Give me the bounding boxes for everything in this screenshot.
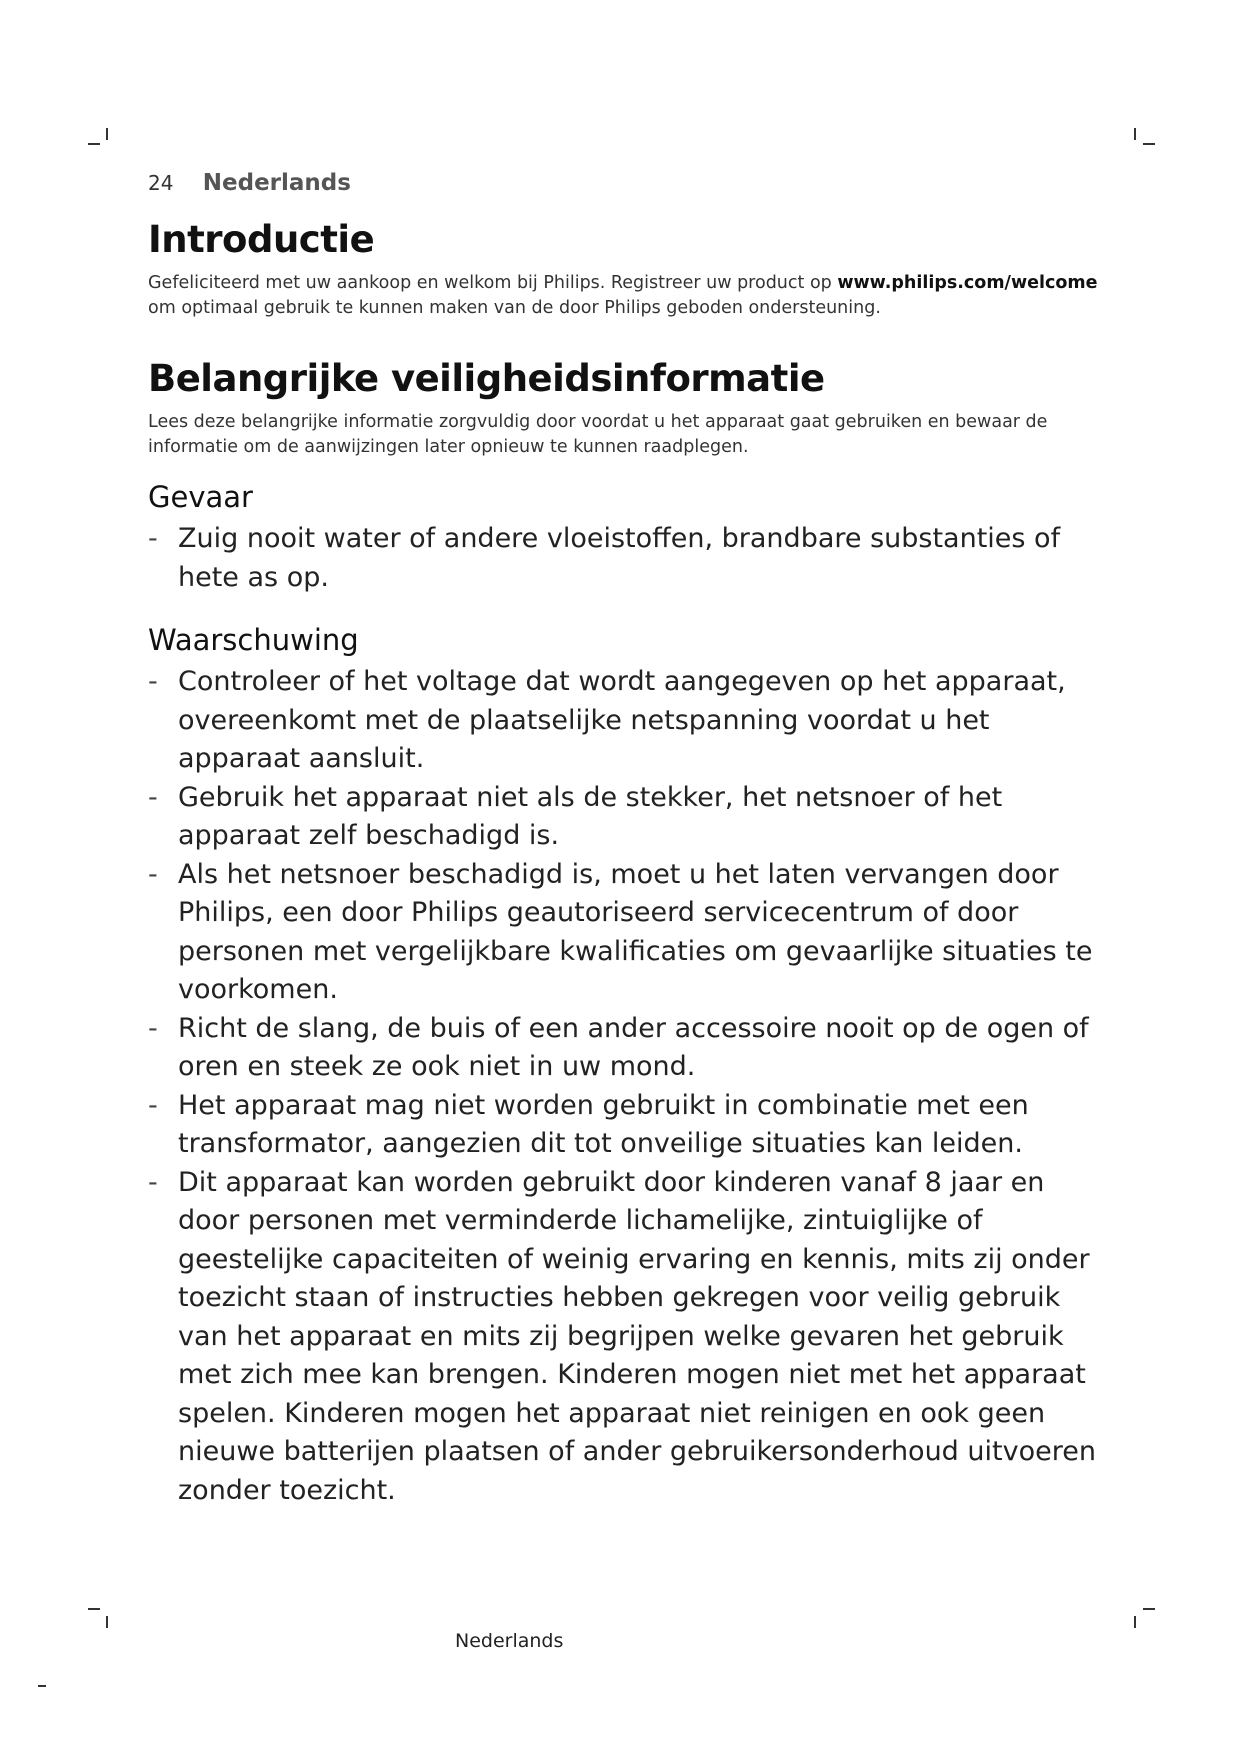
bullet: - (148, 523, 158, 554)
intro-text (148, 271, 1108, 321)
crop-mark (1134, 1616, 1136, 1628)
page-footer: Nederlands (455, 1630, 564, 1652)
bullet: - (148, 1012, 158, 1044)
list-item-text: Het apparaat mag niet worden gebruikt in combinatie met een transformator, aangezien dit tot onveilige situaties kan leiden. (178, 1089, 1029, 1159)
warning-title: Waarschuwing (148, 623, 359, 657)
intro-text-after: om optimaal gebruik te kunnen maken van de door Philips geboden ondersteuning. (148, 298, 881, 318)
list-item (148, 663, 1108, 779)
page-header (148, 170, 351, 196)
list-item (148, 1087, 1108, 1164)
list-item (148, 856, 1108, 1010)
safety-title: Belangrijke veiligheidsinformatie (148, 357, 825, 400)
intro-link[interactable]: www.philips.com/welcome (837, 273, 1098, 293)
danger-title: Gevaar (148, 480, 253, 514)
list-item-text: Gebruik het apparaat niet als de stekker, het netsnoer of het apparaat zelf beschadigd is. (178, 781, 1003, 851)
bullet: - (148, 858, 158, 890)
crop-mark (88, 143, 100, 145)
bullet: - (148, 1166, 158, 1198)
intro-title: Introductie (148, 218, 375, 261)
list-item (148, 779, 1108, 856)
safety-text: Lees deze belangrijke informatie zorgvuldig door voordat u het apparaat gaat gebruiken en bewaar de informatie om de aanwijzingen later opnieuw te kunnen raadplegen. (148, 412, 1048, 457)
bullet: - (148, 781, 158, 813)
crop-mark (1143, 143, 1155, 145)
intro-text-before: Gefeliciteerd met uw aankoop en welkom bij Philips. Registreer uw product op (148, 273, 838, 293)
list-item (148, 520, 1108, 597)
bullet: - (148, 1089, 158, 1121)
bullet: - (148, 666, 158, 697)
warning-list (148, 663, 1108, 1510)
list-item-text: Als het netsnoer beschadigd is, moet u het laten vervangen door Philips, een door Philips geautoriseerd servicecentrum of door personen met vergelijkbare kwalificaties om gevaarlijke situaties te voorkomen. (178, 858, 1093, 1005)
list-item-text: Zuig nooit water of andere vloeistoffen, brandbare substanties of hete as op. (178, 523, 1061, 593)
crop-mark (38, 1685, 46, 1687)
danger-list (148, 520, 1108, 597)
list-item (148, 1010, 1108, 1087)
header-language: Nederlands (202, 170, 351, 196)
crop-mark (106, 1616, 108, 1628)
list-item-text: Controleer of het voltage dat wordt aangegeven op het apparaat, overeenkomt met de plaatselijke netspanning voordat u het apparaat aansluit. (178, 666, 1066, 774)
page-number: 24 (148, 171, 174, 195)
crop-mark (88, 1608, 100, 1610)
list-item-text: Dit apparaat kan worden gebruikt door kinderen vanaf 8 jaar en door personen met verminderde lichamelijke, zintuiglijke of geestelijke capaciteiten of weinig ervaring en kennis, mits zij onder toezicht staan of instructies hebben gekregen voor veilig gebruik van het apparaat en mits zij begrijpen welke gevaren het gebruik met zich mee kan brengen. Kinderen mogen niet met het apparaat spelen. Kinderen mogen het apparaat niet reinigen en ook geen nieuwe batterijen plaatsen of ander gebruikersonderhoud uitvoeren zonder toezicht. (178, 1166, 1096, 1506)
crop-mark (1143, 1608, 1155, 1610)
crop-mark (1134, 128, 1136, 140)
crop-mark (106, 128, 108, 140)
list-item (148, 1164, 1108, 1511)
list-item-text: Richt de slang, de buis of een ander accessoire nooit op de ogen of oren en steek ze ook niet in uw mond. (178, 1012, 1089, 1082)
page-content (148, 218, 1108, 1510)
